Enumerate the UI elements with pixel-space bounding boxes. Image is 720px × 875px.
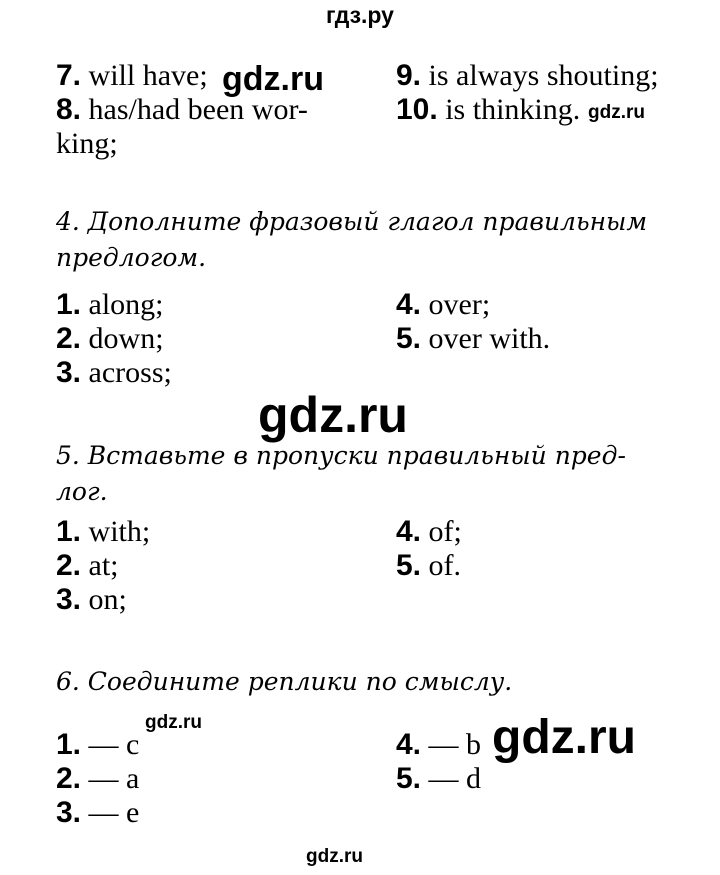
task-5-title-line1: 5. Вставьте в пропуски правильный пред-: [56, 441, 626, 470]
answer-text: on;: [88, 583, 127, 616]
answer-text: of;: [428, 515, 462, 548]
task-4-answer-5: [396, 321, 550, 357]
watermark: gdz.ru: [588, 102, 645, 123]
task-4-answer-2: [56, 321, 164, 357]
answer-number: 1.: [56, 288, 82, 321]
answer-text: over with.: [428, 322, 551, 355]
task-6-answer-2: [56, 761, 139, 797]
watermark: gdz.ru: [492, 711, 636, 764]
answer-number: 2.: [56, 322, 82, 355]
answer-text: across;: [88, 356, 172, 389]
watermark: gdz.ru: [306, 846, 363, 867]
task-4-answer-1: [56, 287, 164, 323]
answer-number: 1.: [56, 515, 82, 548]
answer-text: along;: [88, 288, 164, 321]
watermark: gdz.ru: [258, 387, 408, 443]
answer-8-continued: [56, 126, 118, 162]
task-5-answer-1: [56, 514, 150, 550]
watermark: gdz.ru: [222, 60, 324, 98]
answer-7: [56, 58, 208, 94]
task-5-title-line2: лог.: [56, 477, 108, 506]
answer-number: 8.: [56, 93, 82, 126]
answer-number: 3.: [56, 796, 82, 829]
answer-number: 5.: [396, 549, 422, 582]
answer-text: of.: [428, 549, 462, 582]
answer-text: — d: [428, 762, 482, 795]
task-5-answer-2: [56, 548, 119, 584]
answer-text: down;: [88, 322, 164, 355]
answer-text: is always shouting;: [428, 59, 659, 92]
watermark: gdz.ru: [145, 712, 202, 733]
answer-text: — e: [88, 796, 140, 829]
answer-text: will have;: [88, 59, 208, 92]
answer-text: over;: [428, 288, 491, 321]
answer-number: 10.: [396, 93, 438, 126]
answer-number: 2.: [56, 549, 82, 582]
answer-10: [396, 92, 580, 128]
task-5-answer-4: [396, 514, 462, 550]
answer-text: — c: [88, 728, 140, 761]
answer-text: with;: [88, 515, 151, 548]
answer-number: 7.: [56, 59, 82, 92]
answer-number: 9.: [396, 59, 422, 92]
answer-number: 3.: [56, 356, 82, 389]
answer-text: at;: [88, 549, 119, 582]
answer-number: 4.: [396, 288, 422, 321]
answer-number: 1.: [56, 728, 82, 761]
task-4-title-line1: 4. Дополните фразовый глагол правильным: [56, 207, 648, 236]
task-6-title: 6. Соедините реплики по смыслу.: [56, 667, 513, 696]
answer-number: 5.: [396, 762, 422, 795]
task-5-answer-5: [396, 548, 461, 584]
answer-text: has/had been wor-: [88, 93, 308, 126]
answer-number: 2.: [56, 762, 82, 795]
answer-number: 4.: [396, 515, 422, 548]
task-4-answer-4: [396, 287, 490, 323]
task-4-answer-3: [56, 355, 172, 391]
answer-text: king;: [56, 127, 118, 160]
task-5-answer-3: [56, 582, 127, 618]
answer-text: — b: [428, 728, 482, 761]
answer-number: 3.: [56, 583, 82, 616]
task-6-answer-4: [396, 727, 481, 763]
task-6-answer-1: [56, 727, 139, 763]
task-6-answer-5: [396, 761, 481, 797]
task-4-title-line2: предлогом.: [56, 243, 207, 272]
site-header: гдз.ру: [326, 2, 394, 28]
answer-number: 5.: [396, 322, 422, 355]
answer-text: — a: [88, 762, 140, 795]
answer-number: 4.: [396, 728, 422, 761]
task-6-answer-3: [56, 795, 139, 831]
answer-9: [396, 58, 659, 94]
answer-text: is thinking.: [445, 93, 581, 126]
